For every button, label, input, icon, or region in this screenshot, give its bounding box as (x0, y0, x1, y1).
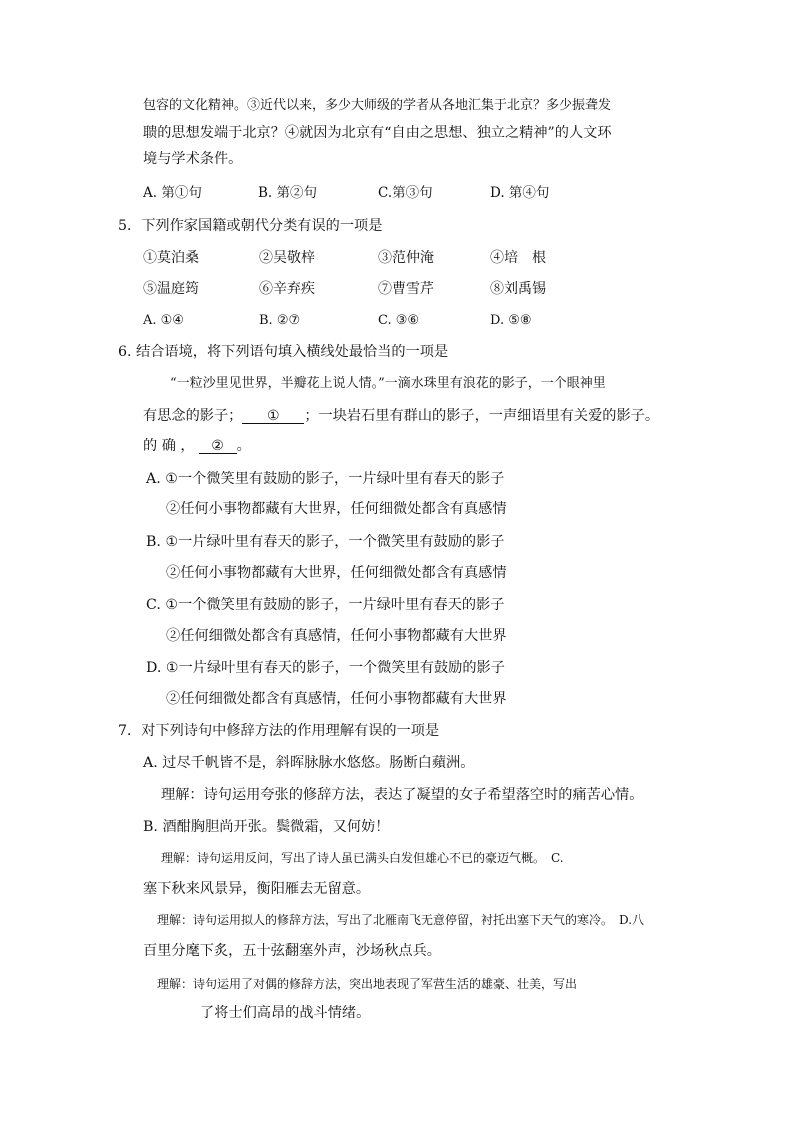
q5-item-7: ⑦曹雪芹 (378, 281, 434, 297)
q6-line-3 (143, 439, 251, 454)
q4-option-d[interactable]: D. 第④句 (490, 185, 550, 201)
passage-line-3: 境与学术条件。 (143, 151, 243, 167)
q6-option-b-1[interactable]: B. ①一片绿叶里有春天的影子，一个微笑里有鼓励的影子 (146, 534, 505, 550)
q5-item-8: ⑧刘禹锡 (490, 281, 546, 297)
q6-line-2 (143, 409, 659, 424)
q6-blank-2[interactable]: ② (199, 439, 237, 454)
q6-line2-post: ；一块岩石里有群山的影子，一声细语里有关爱的影子。 (304, 408, 660, 424)
q7-option-b[interactable]: B. 酒酣胸胆尚开张。鬓微霜，又何妨！ (143, 819, 390, 835)
q6-option-c-1[interactable]: C. ①一个微笑里有鼓励的影子，一片绿叶里有春天的影子 (146, 597, 505, 613)
q5-option-c[interactable]: C. ③⑥ (378, 313, 420, 328)
q5-option-d[interactable]: D. ⑤⑧ (490, 313, 532, 328)
q5-stem: 5．下列作家国籍或朝代分类有误的一项是 (118, 218, 383, 234)
q6-stem: 6. 结合语境，将下列语句填入横线处最恰当的一项是 (118, 344, 449, 360)
q6-blank-1[interactable]: ① (242, 409, 304, 424)
q5-item-1: ①莫泊桑 (143, 250, 199, 266)
q5-item-3: ③范仲淹 (378, 250, 434, 266)
q5-item-5: ⑤温庭筠 (143, 281, 199, 297)
q5-option-a[interactable]: A. ①④ (143, 313, 184, 328)
passage-line-1: 包容的文化精神。③近代以来，多少大师级的学者从各地汇集于北京？多少振聋发 (143, 98, 612, 113)
q7-stem: 7．对下列诗句中修辞方法的作用理解有误的一项是 (118, 723, 440, 739)
q6-quote: “一粒沙里见世界，半瓣花上说人情。”一滴水珠里有浪花的影子，一个眼神里 (170, 376, 606, 391)
q6-line3-pre: 的 确 ， (143, 438, 195, 454)
q7-option-b-note: 理解：诗句运用反问，写出了诗人虽已满头白发但雄心不已的豪迈气概。 C. (161, 851, 564, 865)
q7-option-d-note-2: 了将士们高昂的战斗情绪。 (200, 1005, 371, 1021)
q6-option-d-2: ②任何细微处都含有真感情，任何小事物都藏有大世界 (166, 691, 507, 707)
q7-option-d-note: 理解：诗句运用了对偶的修辞方法，突出地表现了军营生活的雄豪、壮美，写出 (157, 977, 578, 991)
q5-item-2: ②吴敬梓 (259, 250, 315, 266)
q4-option-c[interactable]: C.第③句 (378, 185, 433, 201)
q7-option-a-note: 理解：诗句运用夸张的修辞方法，表达了凝望的女子希望落空时的痛苦心情。 (161, 787, 644, 803)
q7-option-d[interactable]: 百里分麾下炙，五十弦翻塞外声，沙场秋点兵。 (143, 943, 441, 959)
q6-option-d-1[interactable]: D. ①一片绿叶里有春天的影子，一个微笑里有鼓励的影子 (146, 660, 505, 676)
q5-option-b[interactable]: B. ②⑦ (259, 313, 301, 328)
q6-option-a-1[interactable]: A. ①一个微笑里有鼓励的影子，一片绿叶里有春天的影子 (146, 471, 505, 487)
q7-option-a[interactable]: A. 过尽千帆皆不是，斜晖脉脉水悠悠。肠断白蘋洲。 (143, 755, 475, 771)
q5-item-6: ⑥辛弃疾 (259, 281, 315, 297)
q7-option-c[interactable]: 塞下秋来风景异，衡阳雁去无留意。 (143, 881, 371, 897)
q6-line2-pre: 有思念的影子； (143, 408, 243, 424)
q6-option-b-2: ②任何小事物都藏有大世界，任何细微处都含有真感情 (166, 565, 507, 581)
q4-option-a[interactable]: A. 第①句 (143, 185, 202, 201)
q6-line3-post: 。 (236, 438, 251, 454)
q6-option-a-2: ②任何小事物都藏有大世界，任何细微处都含有真感情 (166, 501, 507, 517)
q6-option-c-2: ②任何细微处都含有真感情，任何小事物都藏有大世界 (166, 628, 507, 644)
q5-item-4: ④培 根 (490, 250, 546, 266)
q7-option-c-note: 理解：诗句运用拟人的修辞方法，写出了北雁南飞无意停留，衬托出塞下天气的寒冷。 D.八 (157, 913, 645, 927)
passage-line-2: 聩的思想发端于北京？④就因为北京有“自由之思想、独立之精神”的人文环 (143, 125, 612, 141)
q4-option-b[interactable]: B. 第②句 (258, 185, 318, 201)
